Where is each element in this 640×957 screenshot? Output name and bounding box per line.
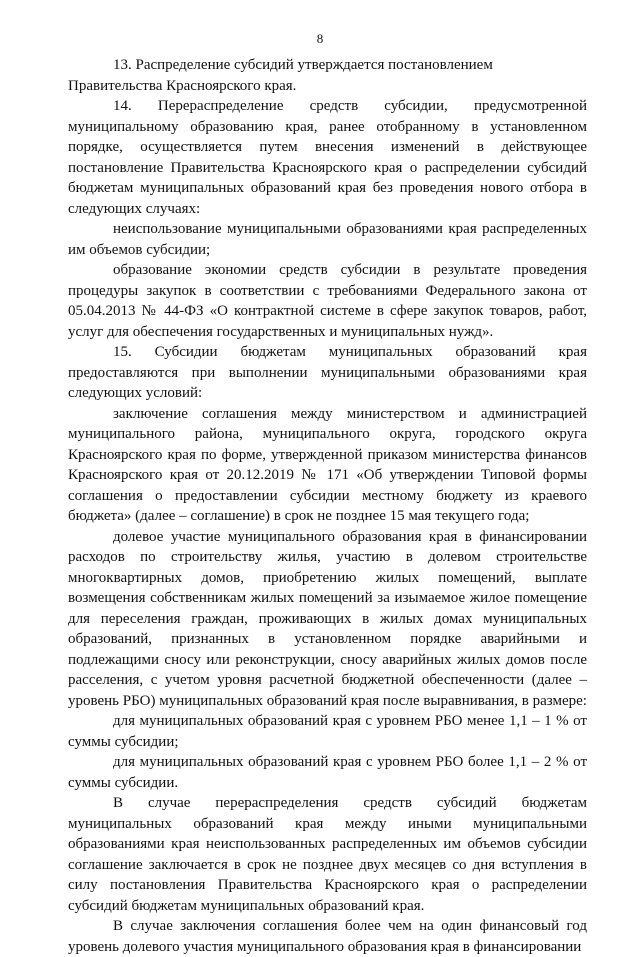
document-body [68, 55, 587, 957]
paragraph-13: 13. Распределение субсидий утверждается постановлением Правительства Красноярского края. [68, 57, 493, 94]
paragraph-redistribution: В случае перераспределения средств субсидий бюджетам муниципальных образований края между иными муниципальными образованиями края неиспользованных распределенных им объемов субсидии соглашение заключается в срок не позднее двух месяцев со дня вступления в силу постановления Правительства Красноярского края о распределении субсидий бюджетам муниципальных образований края. [68, 795, 587, 914]
paragraph-14-case-2: образование экономии средств субсидии в результате проведения процедуры закупок в соответствии с требованиями Федерального закона от 05.04.2013 № 44-ФЗ «О контрактной системе в сфере закупок товаров, работ, услуг для обеспечения государственных и муниципальных нужд». [68, 262, 587, 340]
paragraph-14: 14. Перераспределение средств субсидии, предусмотренной муниципальному образованию края, ранее отобранному в установленном порядке, осуществляется путем внесения изменений в действующее постановление Правительства Красноярского края о распределении субсидий бюджетам муниципальных образований края без проведения нового отбора в следующих случаях: [68, 98, 587, 217]
paragraph-15-rate-low: для муниципальных образований края с уровнем РБО менее 1,1 – 1 % от суммы субсидии; [68, 713, 587, 750]
paragraph-15-condition-1: заключение соглашения между министерством и администрацией муниципального района, муниципального округа, городского округа Красноярского края по форме, утвержденной приказом министерства финансов Красноярского края от 20.12.2019 № 171 «Об утверждении Типовой формы соглашения о предоставлении субсидии местному бюджету из краевого бюджета» (далее – соглашение) в срок не позднее 15 мая текущего года; [68, 405, 587, 524]
paragraph-15: 15. Субсидии бюджетам муниципальных образований края предоставляются при выполнении муниципальными образованиями края следующих условий: [68, 344, 587, 401]
paragraph-14-case-1: неиспользование муниципальными образованиями края распределенных им объемов субсидии; [68, 221, 587, 258]
paragraph-15-condition-2: долевое участие муниципального образования края в финансировании расходов по строительству жилья, участию в долевом строительстве многоквартирных домов, приобретению жилых помещений, выплате возмещения собственникам жилых помещений за изымаемое жилое помещение для переселения граждан, проживающих в жилых домах муниципальных образований, признанных в установленном порядке аварийными и подлежащими сносу или реконструкции, сносу аварийных жилых домов после расселения, с учетом уровня расчетной бюджетной обеспеченности (далее – уровень РБО) муниципальных образований края после выравнивания, в размере: [68, 528, 587, 709]
paragraph-15-rate-high: для муниципальных образований края с уровнем РБО более 1,1 – 2 % от суммы субсидии. [68, 754, 587, 791]
page-number: 8 [316, 31, 324, 46]
paragraph-multiyear: В случае заключения соглашения более чем на один финансовый год уровень долевого участия муниципального образования края в финансировании [68, 918, 587, 955]
